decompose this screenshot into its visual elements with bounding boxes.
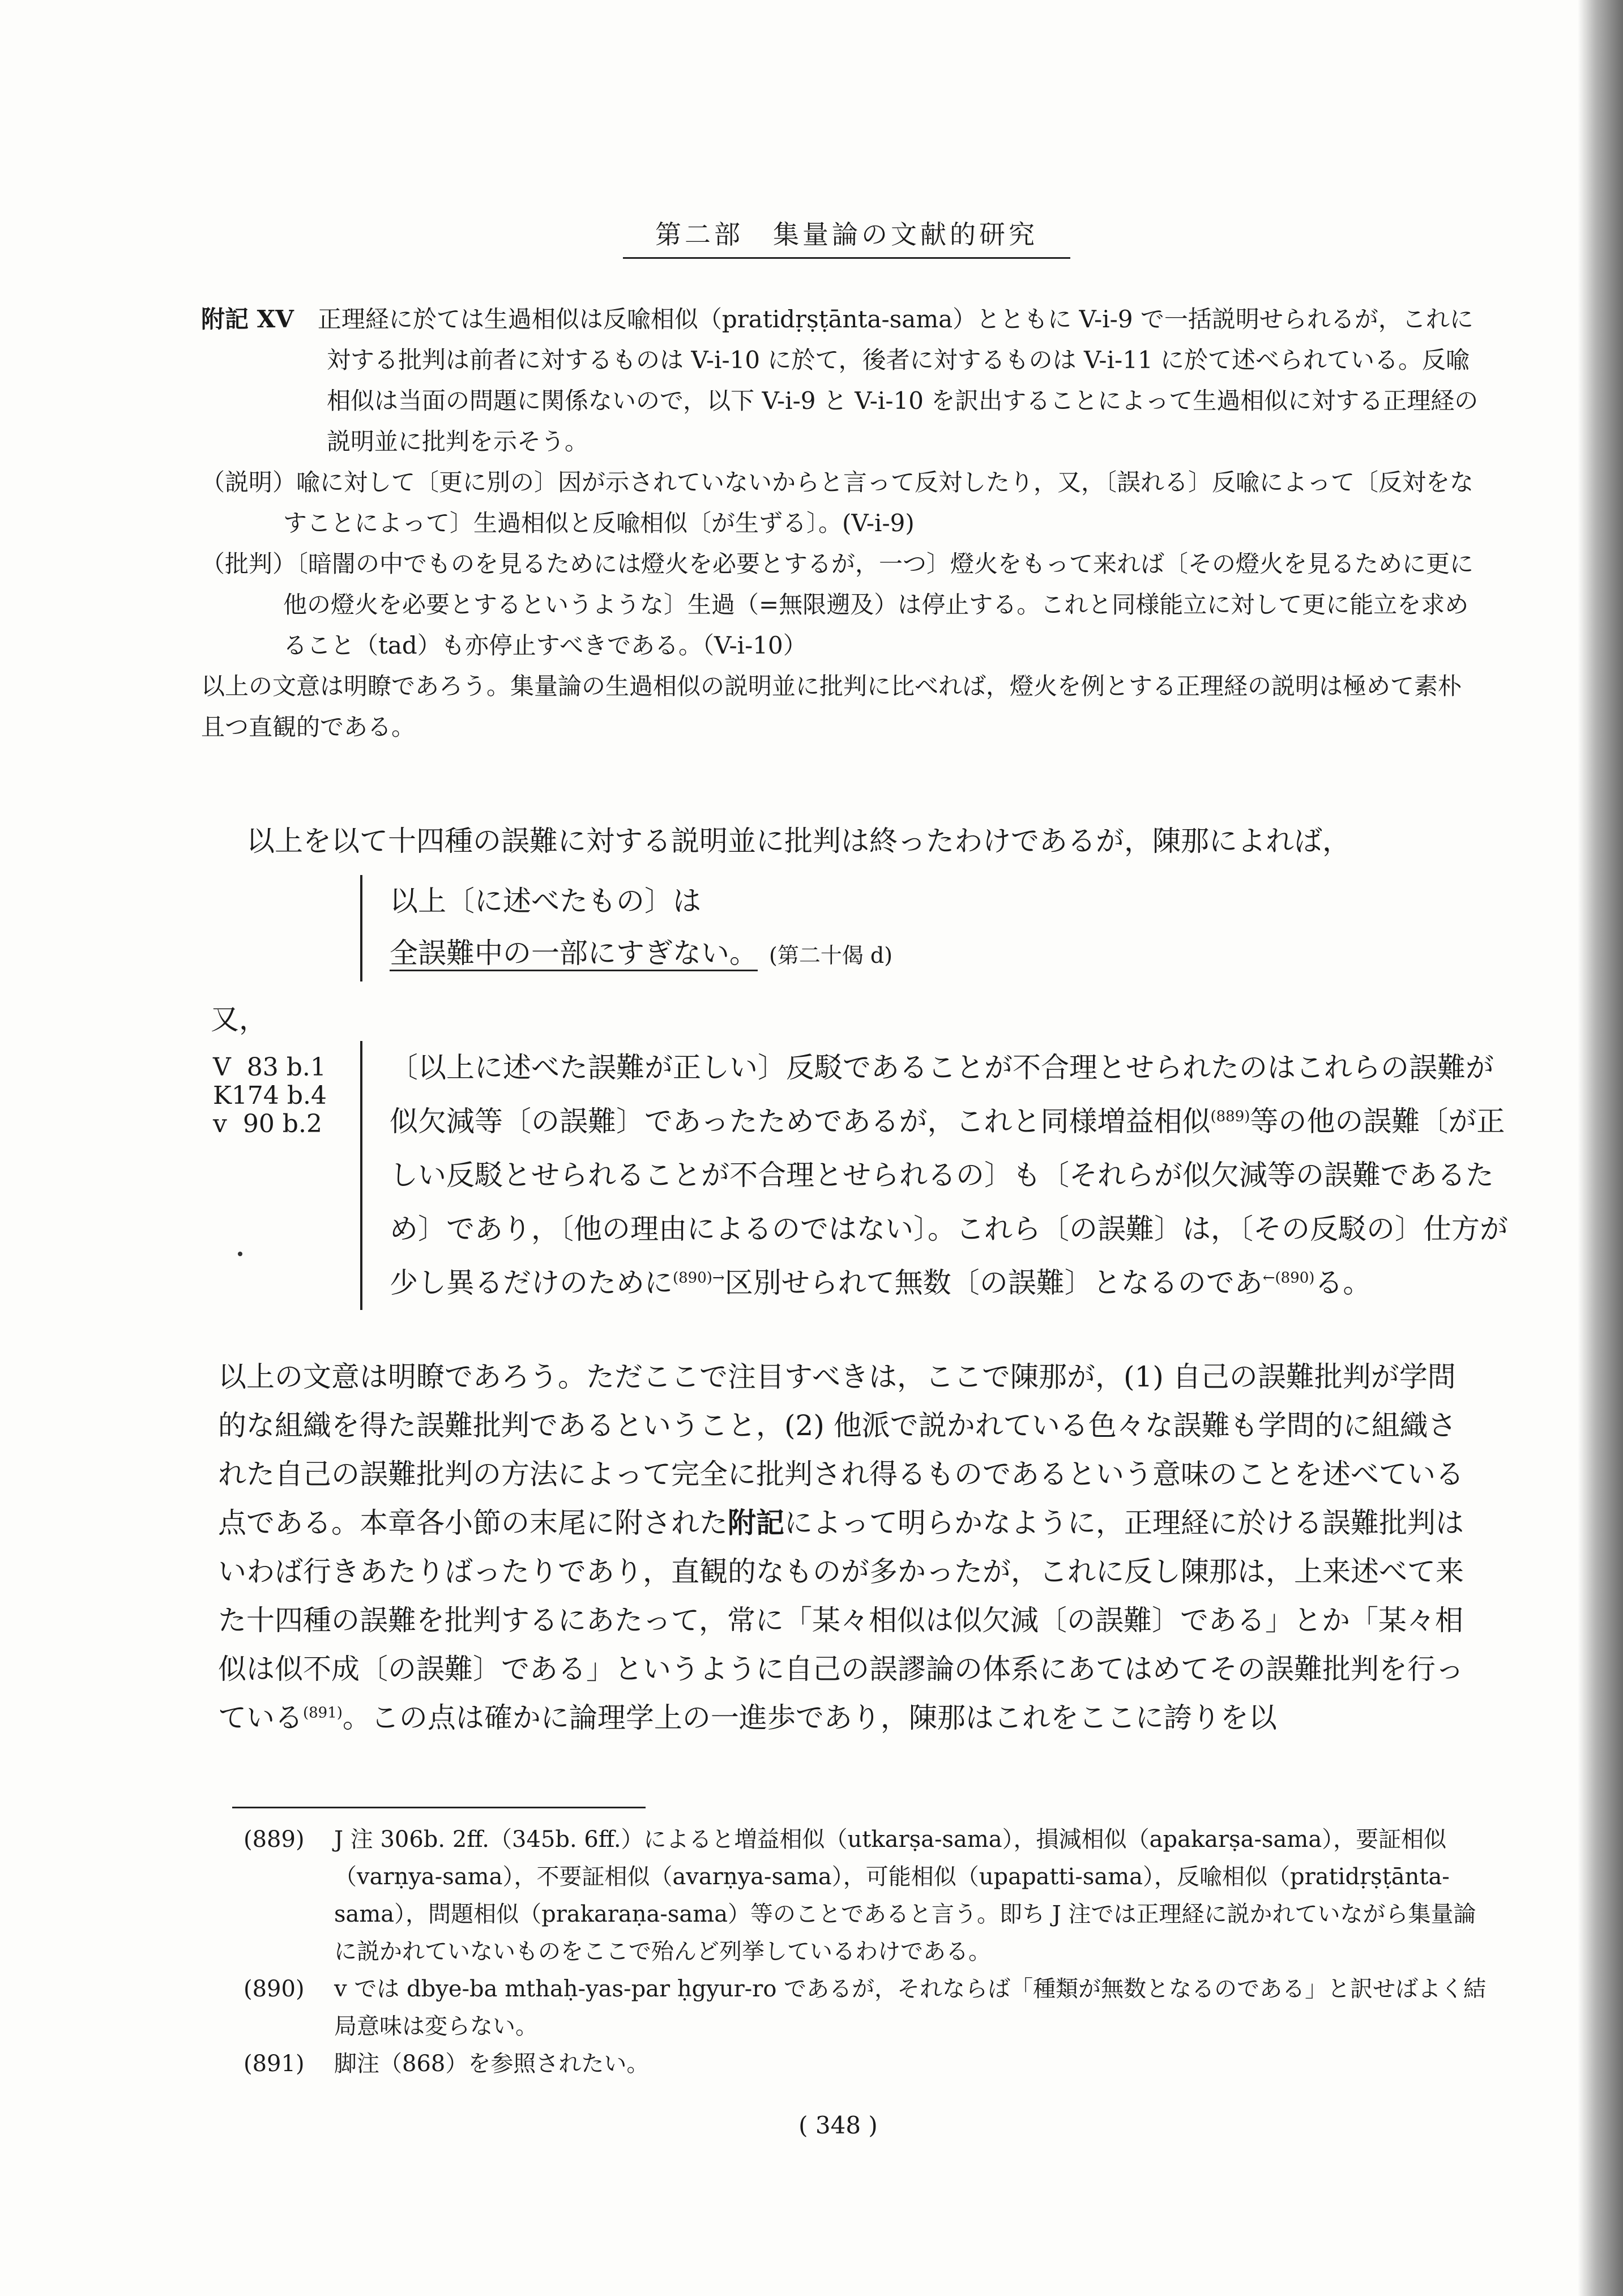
analysis-paragraph xyxy=(218,1352,1484,1742)
footnote-text: v では dbye-ba mthaḥ-yas-par ḥgyur-ro であるが，それならば「種類が無数となるのである」と訳せばよく結局意味は変らない。 xyxy=(334,1976,1487,2039)
quote2-part-c: 区別せられて無数〔の誤難〕となるのであ xyxy=(724,1266,1263,1299)
analysis-part-c: 。この点は確かに論理学上の一進歩であり，陳那はこれをここに誇りを以 xyxy=(342,1701,1277,1734)
footnote-891 xyxy=(244,2045,1489,2082)
analysis-bold-term: 附記 xyxy=(728,1506,784,1539)
note-intro-text: 正理経に於ては生過相似は反喩相似（pratidṛṣṭānta-sama）とともに V-i-9 で一括説明せられるが，これに対する批判は前者に対するものは V-i-10 に於て，後者に対するものは V-i-11 に於て述べられている。反喩相似は当面の問題に関係ないので，以下 V-i-9 と V-i-10 を訳出することによって生過相似に対する正理経の説明並に批判を示そう。 xyxy=(317,305,1479,455)
footnote-text: 脚注（868）を参照されたい。 xyxy=(334,2051,650,2077)
note-explanation xyxy=(201,462,1481,544)
note-label: 附記 XV xyxy=(201,305,294,333)
footnote-number: (889) xyxy=(244,1826,305,1853)
explanation-text: 喩に対して〔更に別の〕因が示されていないからと言って反対したり，又，〔誤れる〕反喩によって〔反対をなすことによって〕生過相似と反喩相似〔が生ずる〕。(V-i-9) xyxy=(283,468,1474,537)
intro-paragraph xyxy=(218,817,1484,865)
footnote-ref-890-end: ←(890) xyxy=(1262,1269,1315,1287)
quote1-source: (第二十偈 d) xyxy=(769,943,893,968)
note-critique xyxy=(201,544,1481,666)
running-header: 第二部 集量論の文献的研究 xyxy=(623,214,1070,259)
critique-text: 〔暗闇の中でものを見るためには燈火を必要とするが，一つ〕燈火をもって来れば〔その燈火を見るために更に他の燈火を必要とするというような〕生過（=無限遡及）は停止する。これと同様能立に対して更に能立を求めること（tad）も亦停止すべきである。（V-i-10） xyxy=(283,550,1474,659)
footnote-ref-889: (889) xyxy=(1210,1108,1250,1125)
note-intro xyxy=(201,299,1481,462)
scan-edge-shadow xyxy=(1578,0,1623,2296)
critique-label: （批判） xyxy=(201,550,297,578)
quote1-line1: 以上〔に述べたもの〕は xyxy=(390,885,701,917)
quote2-part-b: 等の他の誤難〔が正しい反駁とせられることが不合理とせられるの〕も〔それらが似欠減等の誤難であるため〕であり，〔他の理由によるのではない〕。これら〔の誤難〕は，〔その反駁の〕仕方が少し異るだけのために xyxy=(390,1105,1508,1299)
footnote-number: (890) xyxy=(244,1976,305,2002)
analysis-part-a: 以上の文意は明瞭であろう。ただここで注目すべきは，ここで陳那が，(1) 自己の誤難批判が学問的な組織を得た誤難批判であるということ，(2) 他派で説かれている色々な誤難も学問的に組織された自己の誤難批判の方法によって完全に批判され得るものであるという意味のことを述べている点である。本章各小節の末尾に附された xyxy=(218,1360,1464,1539)
analysis-part-b: によって明らかなように，正理経に於ける誤難批判はいわば行きあたりばったりであり，直観的なものが多かったが，これに反し陳那は，上来述べて来た十四種の誤難を批判するにあたって，常に「某々相似は似欠減〔の誤難〕である」とか「某々相似は似不成〔の誤難〕である」というように自己の誤謬論の体系にあてはめてその誤難批判を行っている xyxy=(218,1507,1464,1734)
also-marker: 又， xyxy=(211,1003,267,1036)
explanation-label: （説明） xyxy=(201,468,297,496)
intro-text: 以上を以て十四種の誤難に対する説明並に批判は終ったわけであるが，陳那によれば， xyxy=(246,825,1351,857)
manuscript-refs xyxy=(213,1053,327,1138)
quote1-line2: 全誤難中の一部にすぎない。 xyxy=(390,937,758,971)
ref-v: V 83 b.1 xyxy=(213,1053,326,1082)
footnote-ref-890-start: (890)→ xyxy=(673,1269,725,1287)
page-number: ( 348 ) xyxy=(798,2111,878,2139)
footnote-rule xyxy=(232,1807,646,1808)
analysis-text xyxy=(218,1352,1484,1742)
footnote-889 xyxy=(244,1821,1489,1970)
footnote-890 xyxy=(244,1970,1489,2045)
quote-passage xyxy=(360,1041,1511,1310)
scan-speck xyxy=(238,1252,242,1256)
note-summary: 以上の文意は明瞭であろう。集量論の生過相似の説明並に批判に比べれば，燈火を例とする正理経の説明は極めて素朴且つ直観的である。 xyxy=(201,672,1462,741)
ref-k: K174 b.4 xyxy=(213,1081,327,1110)
supplementary-note xyxy=(201,299,1481,748)
quote2-part-d: る。 xyxy=(1314,1266,1372,1299)
quote2-part-a: 〔以上に述べた誤難が正しい〕反駁であることが不合理とせられたのはこれらの誤難が似欠減等〔の誤難〕であったためであるが，これと同様増益相似 xyxy=(390,1051,1494,1138)
footnote-number: (891) xyxy=(244,2051,305,2077)
quote2-text xyxy=(390,1041,1511,1310)
ref-v-lower: v 90 b.2 xyxy=(213,1109,322,1138)
footnotes xyxy=(244,1821,1489,2082)
quote1-line2-wrap xyxy=(390,927,1296,981)
footnote-text: J 注 306b. 2ff.（345b. 6ff.）によると増益相似（utkarṣa-sama），損減相似（apakarṣa-sama），要証相似（varṇya-sama），不要証相似（avarṇya-sama），可能相似（upapatti-sama），反喩相似（pratidṛṣṭānta-sama），問題相似（prakaraṇa-sama）等のことであると言う。即ち J 注では正理経に説かれていながら集量論に説かれていないものをここで殆んど列挙しているわけである。 xyxy=(334,1826,1476,1965)
footnote-ref-891: (891) xyxy=(303,1704,343,1722)
quote-verse-20d xyxy=(360,875,1296,981)
